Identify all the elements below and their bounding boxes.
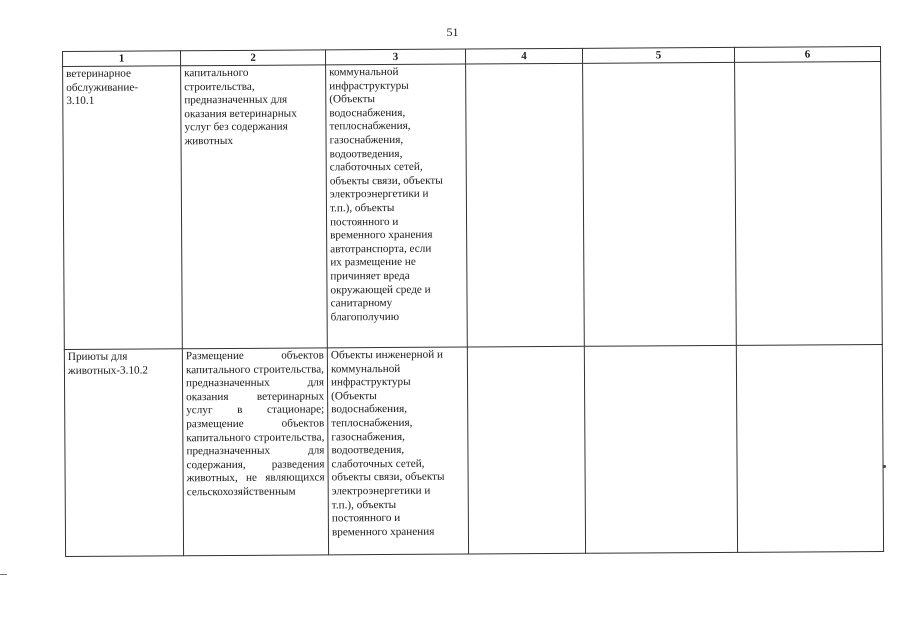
auxiliary-use-cell: коммунальной инфраструктуры (Объекты водоснабжения, теплоснабжения, газоснабжения, водоотведения, слаботочных сетей, объекты связи, объекты электроэнергетики и т.п.), объекты постоянного и временного хранения автотранспорта, если их размещение не причиняет вреда окружающей среде и санитарному благополучию (326, 64, 468, 348)
auxiliary-use-cell: Объекты инженерной и коммунальной инфраструктуры (Объекты водоснабжения, теплоснабжения, газоснабжения, водоотведения, слаботочных сетей, объекты связи, объекты электроэнергетики и т.п.), объекты постоянного и временного хранения (327, 347, 468, 555)
table-row (64, 344, 883, 556)
column-header-6: 6 (734, 47, 880, 63)
scan-edge-mark (0, 574, 7, 575)
column-4-cell (467, 346, 585, 554)
column-header-1: 1 (63, 51, 181, 67)
column-5-cell (584, 345, 737, 553)
column-6-cell (736, 344, 883, 552)
column-4-cell (466, 63, 585, 347)
use-type-cell: ветеринарное обслуживание- 3.10.1 (63, 66, 183, 350)
land-use-table (62, 46, 884, 557)
scan-speck (883, 465, 886, 468)
use-type-cell: Приюты для животных-3.10.2 (64, 349, 183, 557)
column-header-4: 4 (465, 48, 582, 64)
column-6-cell (735, 61, 883, 345)
description-cell: Размещение объектов капитального строительства, предназначенных для оказания ветеринарных услуг в стационаре; размещение объектов капитального строительства, предназначенных для содержания, разведения животных, не являющихся сельскохозяйственным (182, 348, 328, 556)
page-number: 51 (446, 25, 459, 39)
column-5-cell (583, 62, 737, 346)
column-header-2: 2 (181, 50, 326, 66)
column-header-3: 3 (325, 49, 465, 65)
description-cell: капитального строительства, предназначенных для оказания ветеринарных услуг без содержания животных (181, 65, 328, 349)
table-row (63, 61, 883, 349)
column-header-5: 5 (582, 47, 734, 63)
